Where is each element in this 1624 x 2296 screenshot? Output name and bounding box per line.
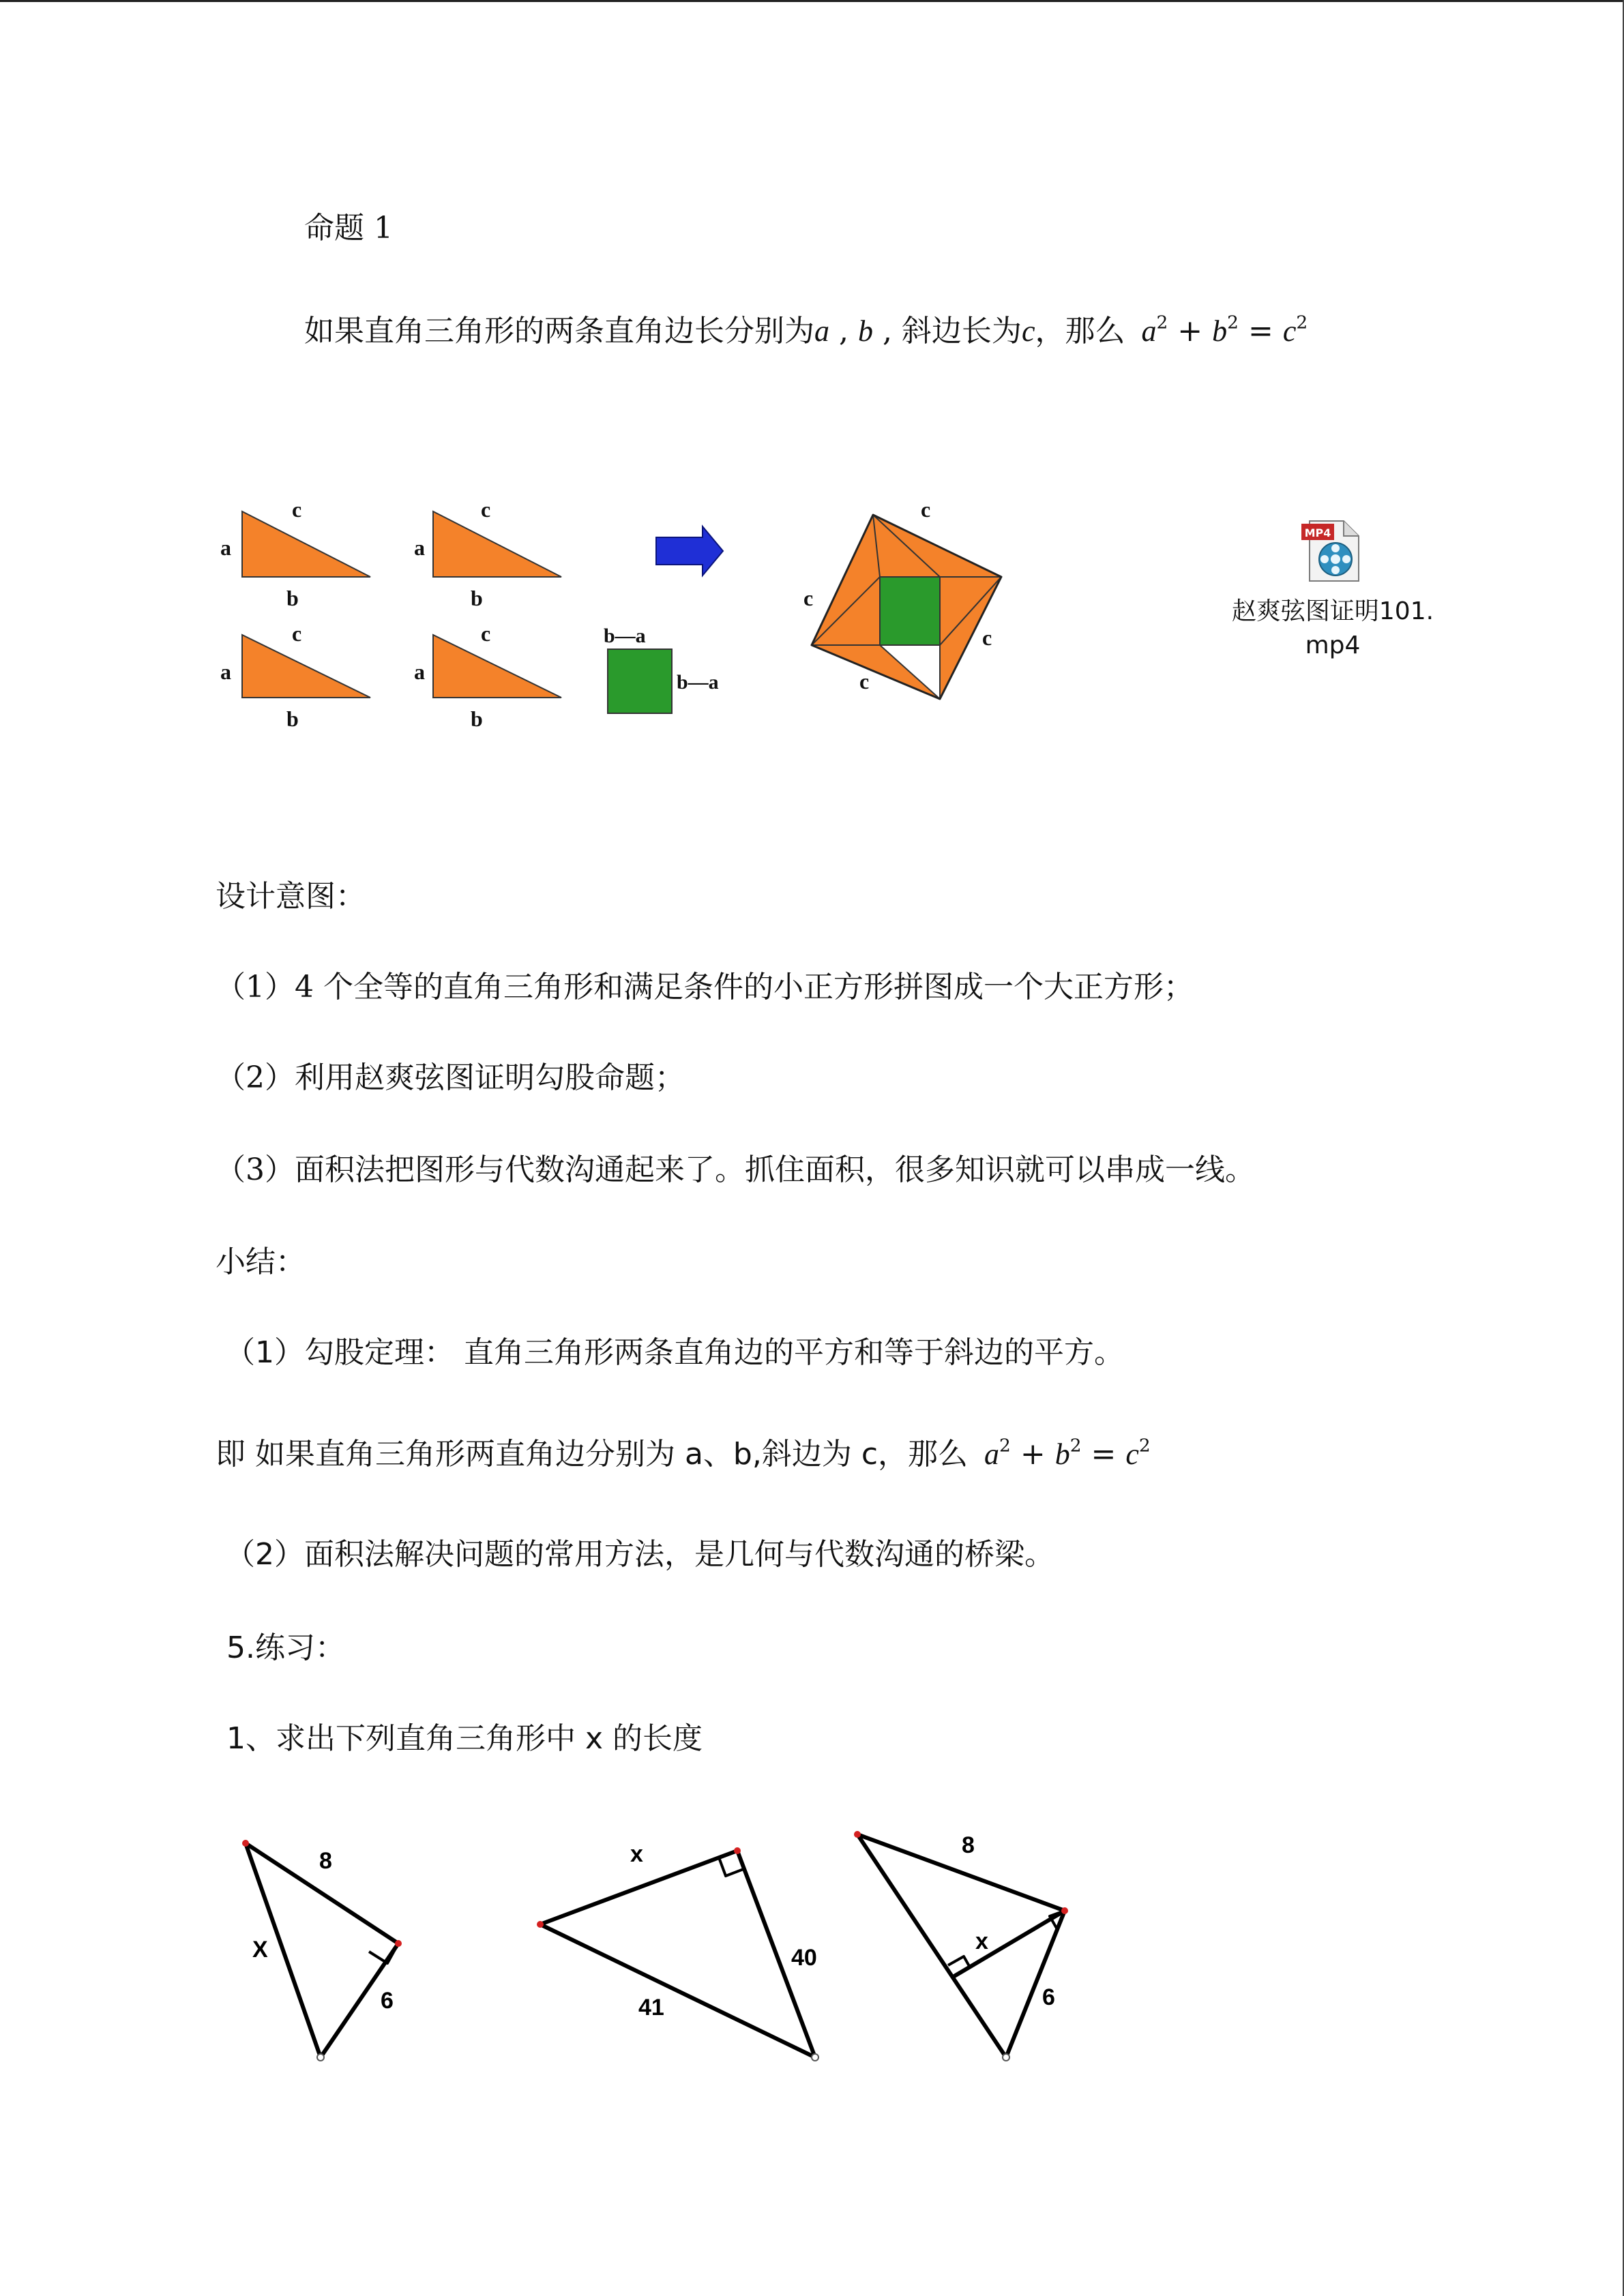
- right-angle-mark-4: [948, 1956, 970, 1967]
- svg-text:MP4: MP4: [1304, 526, 1331, 539]
- pythagorean-equation: $a^2 + b^2 = c^2$: [1141, 312, 1308, 348]
- tri3-label-b: b: [286, 706, 299, 731]
- assembled-square: [812, 515, 1001, 699]
- t3-label-top: 8: [962, 1832, 975, 1858]
- summary-item-2: （2）面积法解决问题的常用方法，是几何与代数沟通的桥梁。: [225, 1537, 1054, 1572]
- big-square-label-left: c: [803, 586, 814, 610]
- t2-label-bottom: 41: [638, 1995, 664, 2021]
- proposition-title: 命题 1: [304, 211, 393, 245]
- summary-theorem-line: 即 如果直角三角形两直角边分别为 a、b,斜边为 c，那么 $a^2 + b^2 = c^2$: [216, 1435, 1151, 1472]
- t1-label-bottom: 6: [381, 1988, 394, 2014]
- square-top-label: b—a: [604, 625, 646, 647]
- tri1-label-b: b: [286, 586, 299, 610]
- right-triangle-3: [242, 635, 370, 698]
- square-side-label: b—a: [677, 671, 719, 694]
- right-triangle-2: [433, 511, 561, 577]
- right-triangle-4: [433, 635, 561, 698]
- tri3-label-c: c: [292, 621, 302, 646]
- exercise-triangles: [218, 1814, 1105, 2073]
- zhao-shuang-figure: [205, 491, 1023, 736]
- summary-heading: 小结：: [216, 1244, 306, 1279]
- tri1-label-a: a: [220, 535, 231, 560]
- video-file-icon[interactable]: [1300, 517, 1365, 585]
- design-intent-item-1: （1）4 个全等的直角三角形和满足条件的小正方形拼图成一个大正方形；: [216, 970, 1194, 1004]
- tri2-label-a: a: [414, 535, 425, 560]
- big-square-label-top: c: [921, 497, 931, 522]
- design-intent-item-3: （3）面积法把图形与代数沟通起来了。抓住面积，很多知识就可以串成一线。: [216, 1152, 1255, 1187]
- t2-label-right: 40: [791, 1945, 817, 1971]
- exercise-heading: 5.练习：: [226, 1630, 345, 1665]
- design-intent-item-2: （2）利用赵爽弦图证明勾股命题；: [216, 1060, 685, 1095]
- tri4-label-c: c: [481, 621, 491, 646]
- tri4-label-a: a: [414, 659, 425, 684]
- tri1-label-c: c: [292, 497, 302, 522]
- tri4-label-b: b: [471, 706, 483, 731]
- big-square-label-bottom: c: [859, 669, 870, 694]
- big-square-label-right: c: [982, 625, 992, 650]
- proposition-statement: 如果直角三角形的两条直角边长分别为a , b , 斜边长为c，那么 $a^2 + b^2 = c^2$: [304, 312, 1308, 348]
- t1-label-left: X: [252, 1937, 268, 1963]
- t3-label-bottom: 6: [1042, 1984, 1055, 2010]
- tri2-label-c: c: [481, 497, 491, 522]
- arrow-right-icon: [656, 526, 723, 576]
- tri3-label-a: a: [220, 659, 231, 684]
- summary-item-1: （1）勾股定理： 直角三角形两条直角边的平方和等于斜边的平方。: [225, 1335, 1124, 1370]
- attachment-filename[interactable]: 赵爽弦图证明101. mp4: [1231, 597, 1434, 659]
- exercise-question: 1、求出下列直角三角形中 x 的长度: [226, 1721, 703, 1756]
- exercise-triangle-3: [857, 1834, 1065, 2057]
- small-square: [608, 649, 672, 713]
- right-triangle-1: [242, 511, 370, 577]
- t2-label-top: x: [630, 1841, 643, 1867]
- t1-label-top: 8: [319, 1848, 332, 1874]
- exercise-triangle-1: [246, 1843, 398, 2057]
- t3-label-mid: x: [975, 1928, 988, 1954]
- exercise-triangle-2: [540, 1851, 815, 2057]
- tri2-label-b: b: [471, 586, 483, 610]
- design-intent-heading: 设计意图：: [216, 879, 366, 914]
- page-top-border: [0, 0, 1624, 2]
- summary-equation: $a^2 + b^2 = c^2$: [984, 1435, 1151, 1472]
